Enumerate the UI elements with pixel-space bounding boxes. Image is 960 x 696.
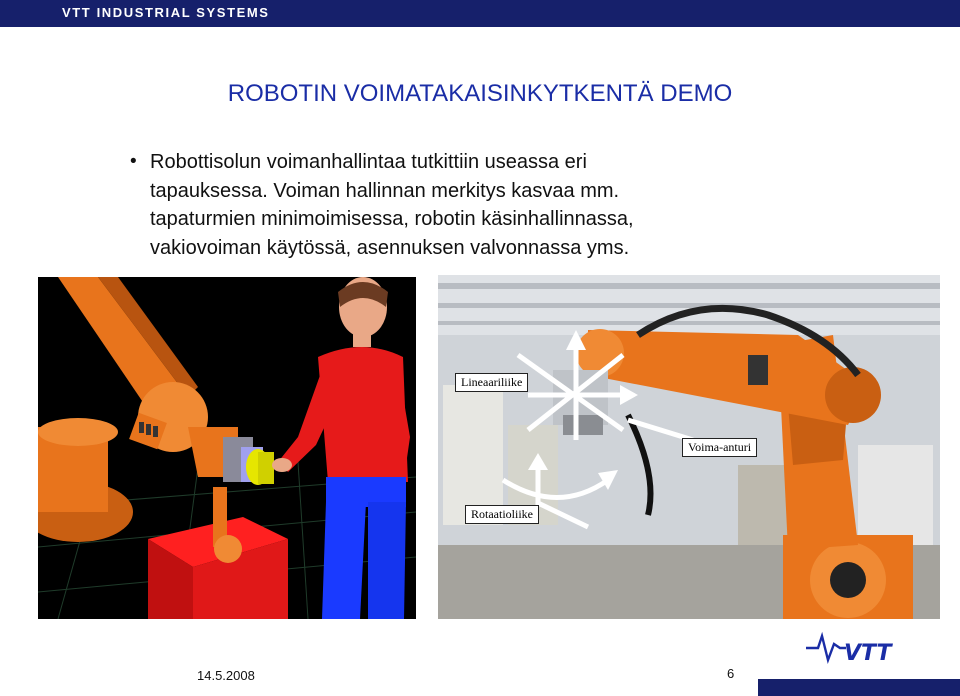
simulation-image <box>38 277 416 619</box>
bullet-line: tapaturmien minimoimisessa, robotin käsinhallinnassa, <box>150 208 634 230</box>
brand-text: VTT INDUSTRIAL SYSTEMS <box>62 5 270 20</box>
bullet-line: vakiovoiman käytössä, asennuksen valvonnassa yms. <box>150 236 630 259</box>
page-number: 6 <box>727 666 735 681</box>
bullet-text <box>150 148 870 262</box>
footer-date: 14.5.2008 <box>197 668 255 683</box>
simulation-illustration <box>38 277 416 619</box>
label-force-sensor: Voima-anturi <box>682 438 757 457</box>
footer-bar <box>758 679 960 696</box>
slide-title: ROBOTIN VOIMATAKAISINKYTKENTÄ DEMO <box>227 80 733 107</box>
vtt-logo <box>806 630 906 665</box>
svg-text:VTT: VTT <box>844 641 892 665</box>
label-linear-motion: Lineaariliike <box>455 373 528 392</box>
bullet-line: tapauksessa. Voiman hallinnan merkitys kasvaa mm. <box>150 179 620 202</box>
bullet-line: Robottisolun voimanhallintaa tutkittiin useassa eri <box>150 151 587 173</box>
bullet-dot: • <box>130 151 137 172</box>
header-bar <box>0 0 960 27</box>
label-rotation-motion: Rotaatioliike <box>465 505 539 524</box>
